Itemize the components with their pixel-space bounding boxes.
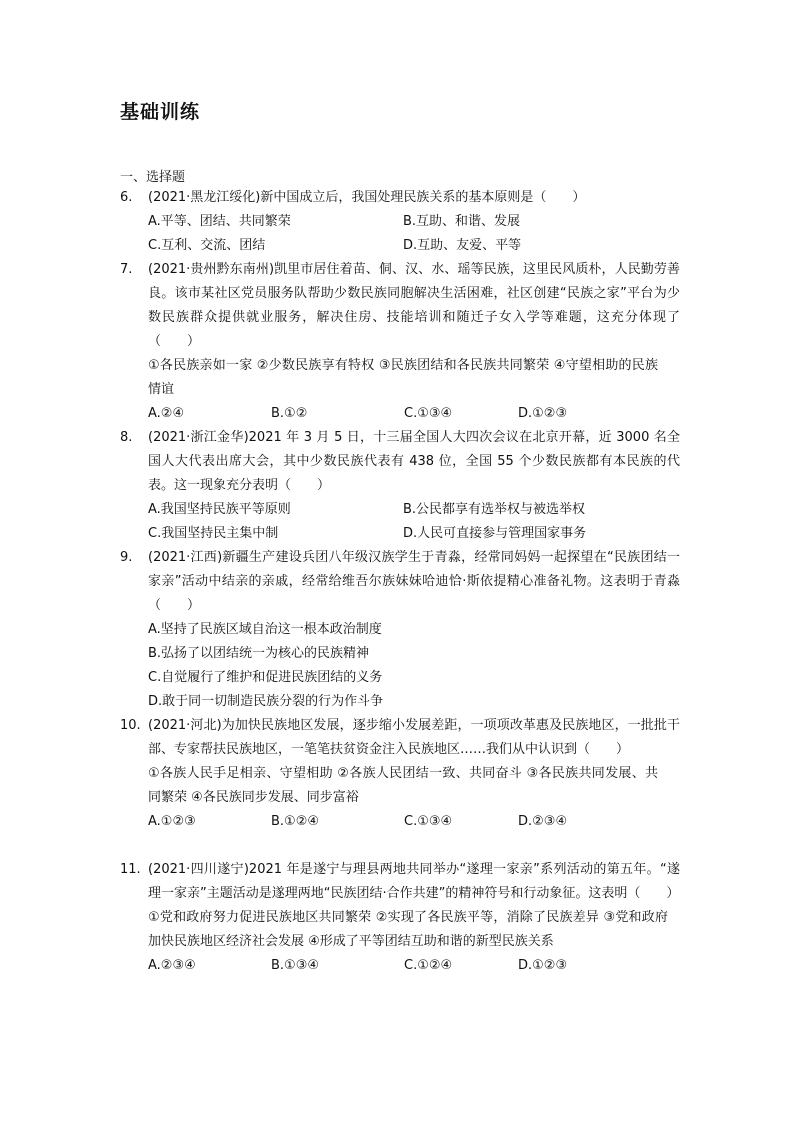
option-d: D.①②③ (518, 958, 568, 973)
question-6 (120, 186, 680, 258)
question-items: ①各族人民手足相亲、守望相助 ②各族人民团结一致、共同奋斗 ③各民族共同发展、共同繁荣 ④各民族同步发展、同步富裕 (148, 766, 658, 805)
options-row (148, 498, 680, 522)
options-row (148, 402, 680, 426)
question-number: 6. (120, 190, 133, 205)
question-stem: (2021·四川遂宁)2021 年是遂宁与理县两地共同举办“遂理一家亲”系列活动的第五年。“遂理一家亲”主题活动是遂理两地“民族团结·合作共建”的精神符号和行动象征。这表明（ ） (148, 862, 680, 901)
question-items: ①各民族亲如一家 ②少数民族享有特权 ③民族团结和各民族共同繁荣 ④守望相助的民族情谊 (148, 358, 658, 397)
options-row (148, 810, 680, 834)
option-b: B.①②④ (271, 814, 320, 829)
option-d: D.互助、友爱、平等 (403, 238, 522, 253)
question-number: 8. (120, 430, 133, 445)
question-number: 9. (120, 550, 133, 565)
question-9 (120, 546, 680, 714)
question-8 (120, 426, 680, 546)
question-stem: (2021·黑龙江绥化)新中国成立后，我国处理民族关系的基本原则是（ ） (148, 190, 586, 205)
option-b: B.①③④ (271, 958, 320, 973)
options-row (148, 210, 680, 234)
option-c: C.我国坚持民主集中制 (148, 526, 279, 541)
options-row (148, 522, 680, 546)
question-items: ①党和政府努力促进民族地区共同繁荣 ②实现了各民族平等，消除了民族差异 ③党和政府加快民族地区经济社会发展 ④形成了平等团结互助和谐的新型民族关系 (148, 910, 668, 949)
section-heading: 一、选择题 (120, 170, 186, 185)
question-stem: (2021·江西)新疆生产建设兵团八年级汉族学生于青淼，经常同妈妈一起探望在“民族团结一家亲”活动中结亲的亲戚，经常给维吾尔族妹妹哈迪恰·斯依提精心准备礼物。这表明于青淼（ ） (148, 550, 680, 613)
option-c: C.①②④ (404, 958, 453, 973)
option-c: C.自觉履行了维护和促进民族团结的义务 (148, 670, 383, 685)
question-stem: (2021·贵州黔东南州)凯里市居住着苗、侗、汉、水、瑶等民族，这里民风质朴，人民勤劳善良。该市某社区党员服务队帮助少数民族同胞解决生活困难，社区创建“民族之家”平台为少数民族群众提供就业服务，解决住房、技能培训和随迁子女入学等难题，这充分体现了（ ） (148, 262, 680, 349)
question-11 (120, 858, 680, 978)
question-10 (120, 714, 680, 834)
question-7 (120, 258, 680, 426)
question-number: 11. (120, 862, 141, 877)
option-a: A.②③④ (148, 958, 196, 973)
option-d: D.敢于同一切制造民族分裂的行为作斗争 (148, 694, 384, 709)
option-a: A.坚持了民族区域自治这一根本政治制度 (148, 622, 382, 637)
question-stem: (2021·浙江金华)2021 年 3 月 5 日，十三届全国人大四次会议在北京开幕，近 3000 名全国人大代表出席大会，其中少数民族代表有 438 位，全国 55 个少数民族都有本民族的代表。这一现象充分表明（ ） (148, 430, 680, 493)
options-row (148, 234, 680, 258)
option-a: A.①②③ (148, 814, 196, 829)
option-b: B.①② (271, 406, 308, 421)
options-row (148, 954, 680, 978)
question-stem: (2021·河北)为加快民族地区发展，逐步缩小发展差距，一项项改革惠及民族地区，一批批干部、专家帮扶民族地区，一笔笔扶贫资金注入民族地区……我们从中认识到（ ） (148, 718, 680, 757)
option-a: A.平等、团结、共同繁荣 (148, 214, 291, 229)
option-a: A.我国坚持民族平等原则 (148, 502, 291, 517)
option-d: D.②③④ (518, 814, 568, 829)
page-title: 基础训练 (120, 101, 201, 123)
option-b: B.公民都享有选举权与被选举权 (403, 502, 586, 517)
option-a: A.②④ (148, 406, 185, 421)
option-c: C.①③④ (404, 814, 453, 829)
option-b: B.互助、和谐、发展 (403, 214, 521, 229)
option-d: D.①②③ (518, 406, 568, 421)
option-c: C.互利、交流、团结 (148, 238, 266, 253)
option-c: C.①③④ (404, 406, 453, 421)
question-number: 10. (120, 718, 141, 733)
option-d: D.人民可直接参与管理国家事务 (403, 526, 587, 541)
option-b: B.弘扬了以团结统一为核心的民族精神 (148, 646, 370, 661)
question-number: 7. (120, 262, 133, 277)
